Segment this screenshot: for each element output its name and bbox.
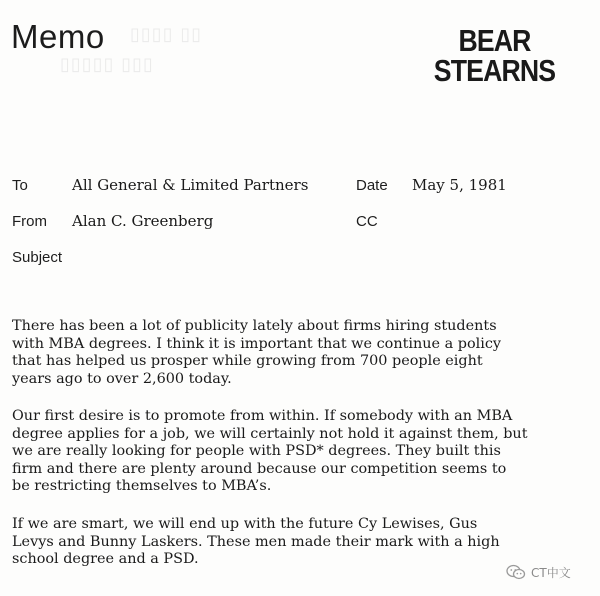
logo-line-1: BEAR [458, 23, 531, 58]
body-paragraph-2 [12, 408, 597, 496]
from-value: Alan C. Greenberg [72, 212, 214, 230]
date-value: May 5, 1981 [412, 176, 507, 194]
cc-label: CC [356, 213, 378, 230]
from-label: From [12, 213, 47, 230]
text-line: Our first desire is to promote from within. If somebody with an MBA [12, 408, 513, 424]
text-line: with MBA degrees. I think it is important that we continue a policy [12, 335, 502, 352]
text-line: be restricting themselves to MBA’s. [12, 478, 272, 495]
text-line: school degree and a PSD. [12, 551, 199, 568]
wechat-icon [506, 564, 526, 581]
subject-label: Subject [12, 249, 63, 266]
watermark-text: CT中文 [531, 565, 571, 580]
bear-stearns-logo [430, 23, 559, 88]
memo-title: Memo [11, 18, 105, 55]
text-line: firm and there are plenty around because our competition seems to [12, 460, 507, 477]
show-through-mark: ▯▯▯▯ ▯▯ [130, 24, 203, 45]
text-line: years ago to over 2,600 today. [12, 370, 232, 387]
text-line: we are really looking for people with PSD* degrees. They built this [12, 443, 501, 460]
date-label: Date [356, 177, 388, 194]
body-paragraph-3 [12, 516, 597, 569]
watermark [506, 562, 571, 582]
to-value: All General & Limited Partners [72, 176, 309, 194]
show-through-mark: ▯▯▯▯▯ ▯▯▯ [60, 54, 154, 75]
text-line: If we are smart, we will end up with the future Cy Lewises, Gus [12, 516, 478, 532]
text-line: Levys and Bunny Laskers. These men made their mark with a high [12, 533, 500, 550]
to-label: To [12, 177, 28, 194]
text-line: that has helped us prosper while growing from 700 people eight [12, 353, 483, 370]
text-line: There has been a lot of publicity lately about firms hiring students [12, 318, 497, 334]
logo-line-2: STEARNS [433, 53, 556, 88]
body-paragraph-1 [12, 318, 597, 388]
text-line: degree applies for a job, we will certainly not hold it against them, but [12, 425, 528, 442]
